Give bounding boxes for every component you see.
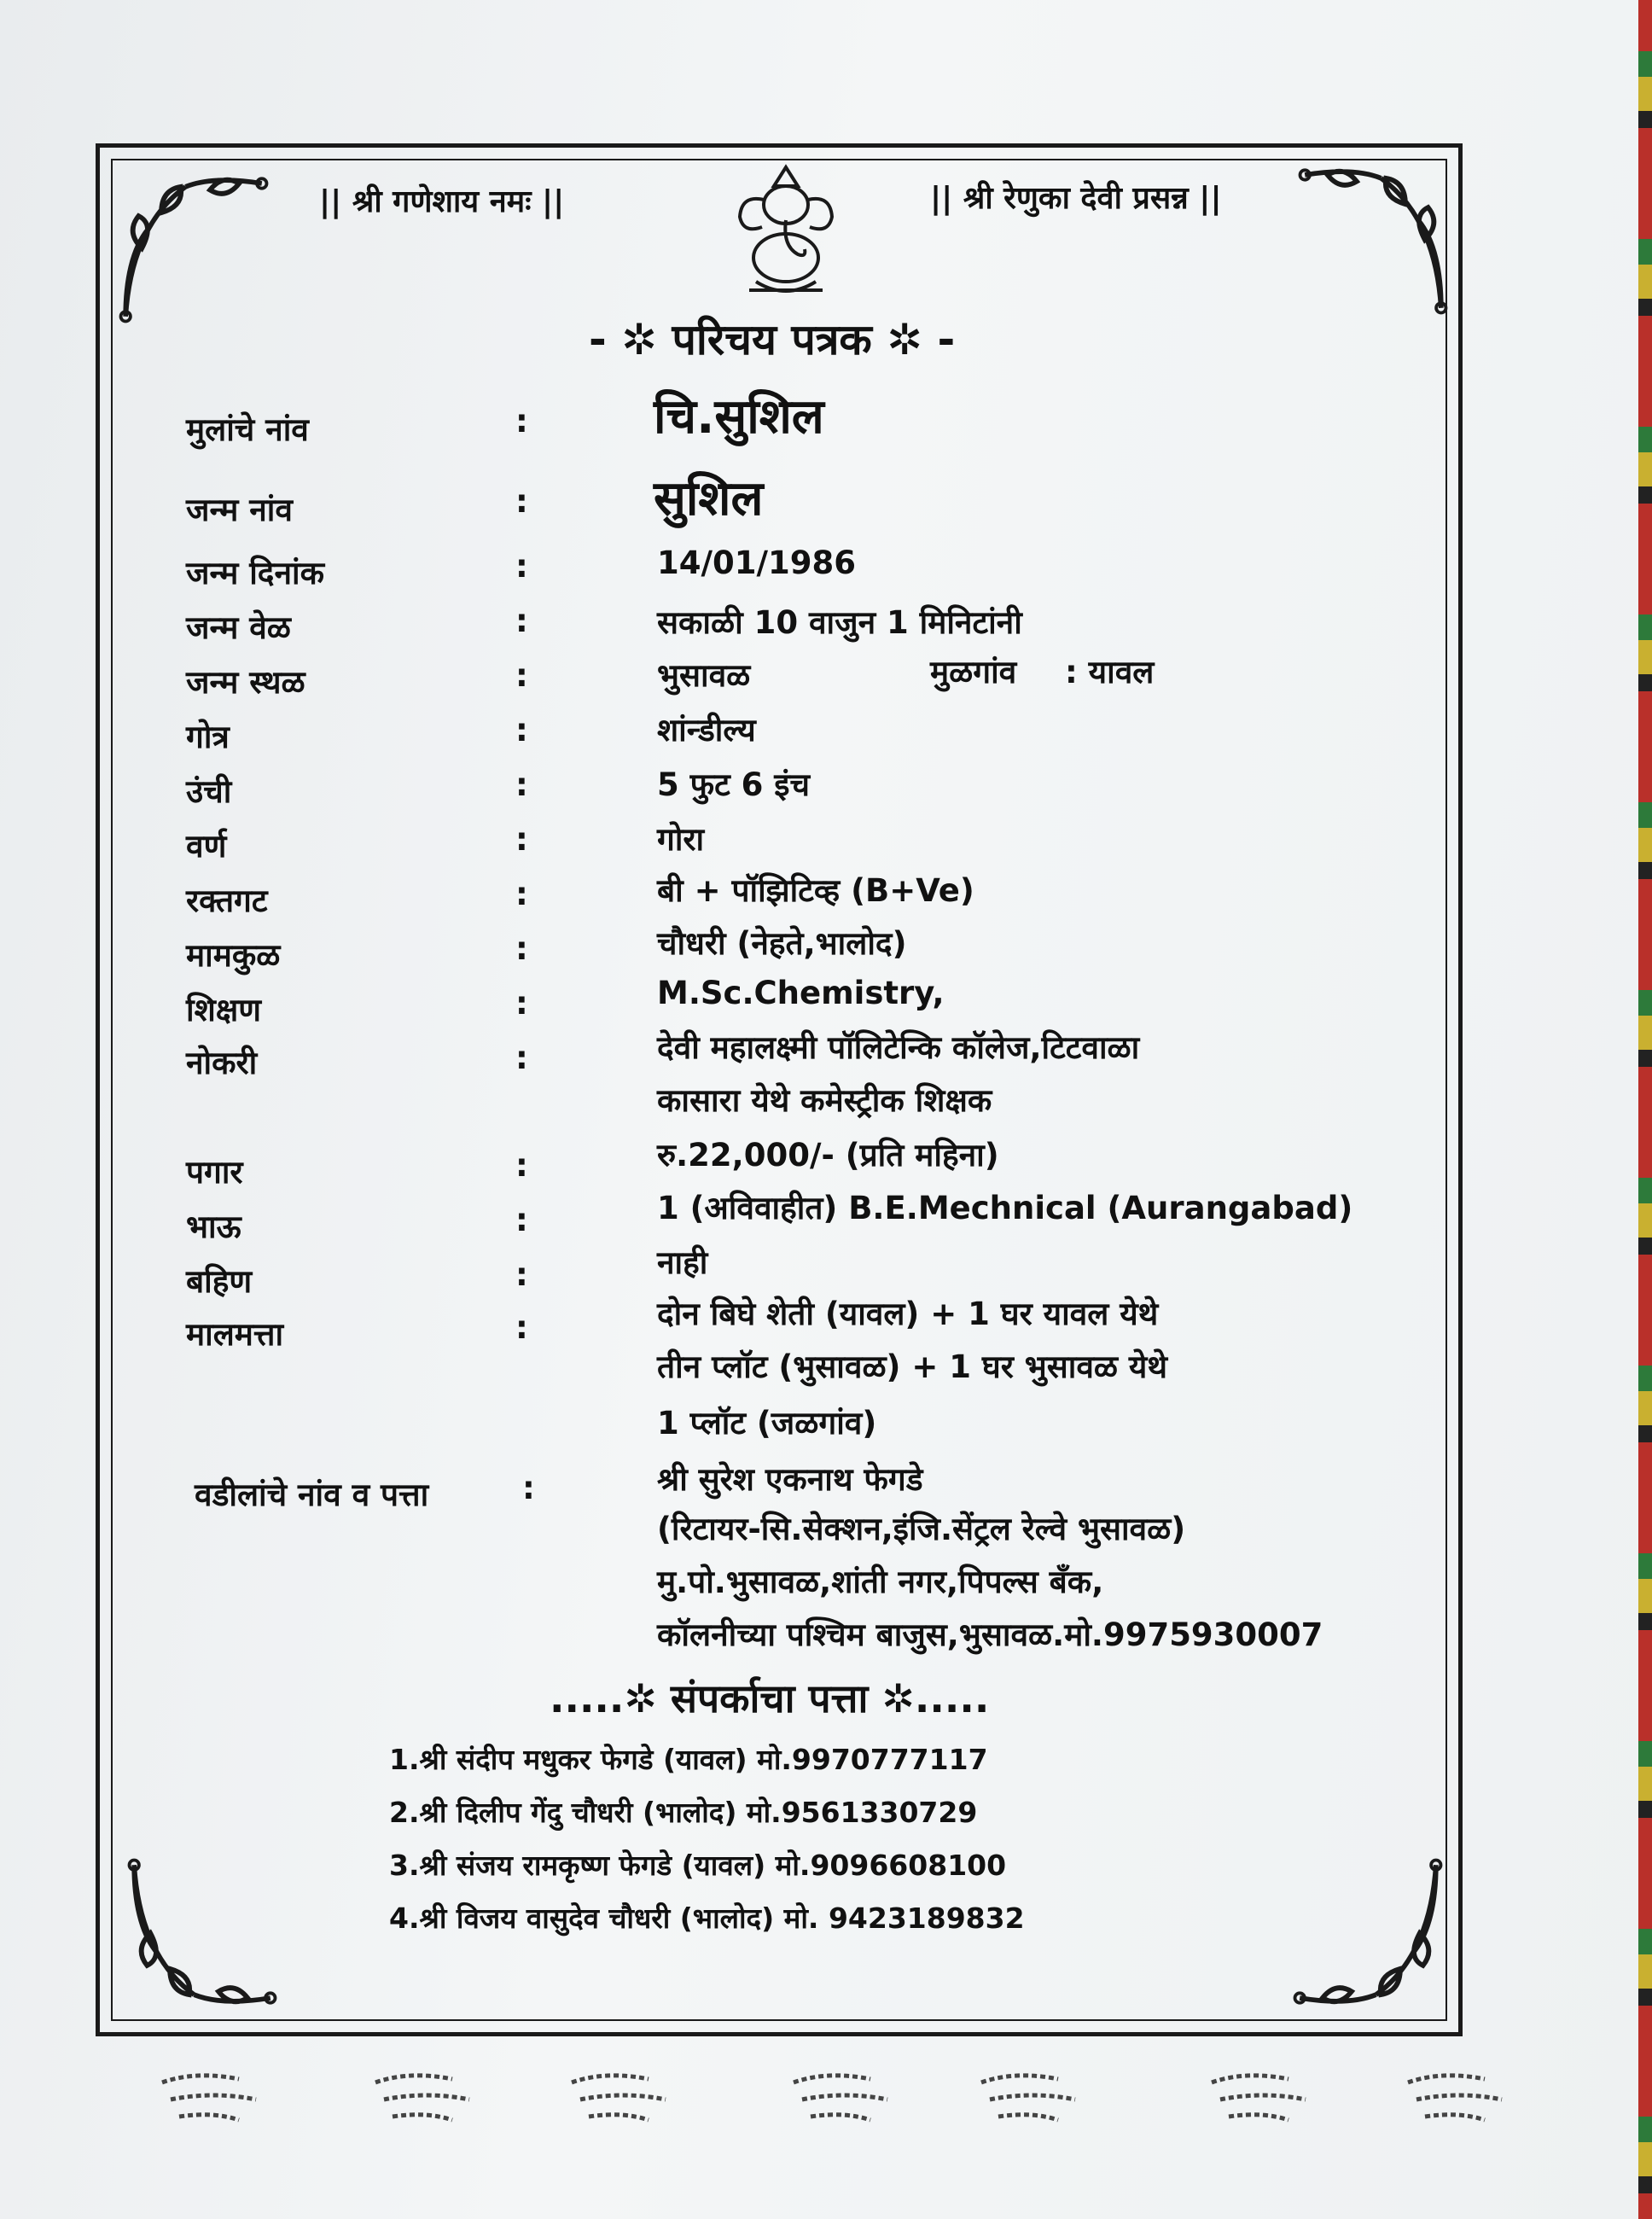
field-label: शिक्षण [186,992,262,1028]
contact-item: 3.श्री संजय रामकृष्ण फेगडे (यावल) मो.9096608100 [389,1849,1007,1882]
bleed-through-mark [973,2057,1092,2142]
field-label: पगार [186,1154,243,1191]
bleed-through-mark [1203,2057,1323,2142]
native-place-value: : यावल [1065,654,1155,690]
left-invocation: || श्री गणेशाय नमः || [319,184,565,219]
field-value: (रिटायर-सि.सेक्शन,इंजि.सेंट्रल रेल्वे भुसावळ) [657,1511,1186,1547]
field-label: रक्तगट [186,882,268,919]
field-value: 14/01/1986 [657,545,856,581]
native-place-label: मुळगांव [930,654,1017,690]
field-value: शांन्डील्य [657,712,756,748]
bleed-through-mark [154,2057,273,2142]
field-value: चौधरी (नेहते,भालोद) [657,925,907,962]
contact-item: 2.श्री दिलीप गेंदु चौधरी (भालोद) मो.9561330729 [389,1796,978,1829]
field-label: गोत्र [186,719,230,755]
field-value: M.Sc.Chemistry, [657,975,945,1011]
corner-flourish-icon [1287,1852,1449,2014]
right-invocation: || श्री रेणुका देवी प्रसन्न || [930,181,1222,216]
field-label: बहिण [186,1263,253,1300]
field-separator: : [515,985,528,1022]
field-value: कासारा येथे कमेस्ट्रीक शिक्षक [657,1082,992,1119]
field-label: मुलांचे नांव [186,411,309,448]
field-value: 1 प्लॉट (जळगांव) [657,1405,877,1441]
corner-flourish-icon [121,1852,283,2014]
field-separator: : [522,1470,535,1506]
field-label: जन्म स्थळ [186,664,305,701]
field-value: भुसावळ [657,657,751,694]
field-separator: : [515,657,528,694]
field-separator: : [515,483,528,520]
field-separator: : [515,1147,528,1184]
field-label: नोकरी [186,1045,258,1081]
field-separator: : [515,712,528,748]
field-value: देवी महालक्ष्मी पॉलिटेन्कि कॉलेज,टिटवाळा [657,1029,1140,1066]
field-value: दोन बिघे शेती (यावल) + 1 घर यावल येथे [657,1296,1159,1332]
field-separator: : [515,1256,528,1293]
field-label: वर्ण [186,828,227,865]
field-separator: : [515,1309,528,1346]
page-title: - ✲ परिचय पत्रक ✲ - [589,315,956,364]
bleed-through-mark [785,2057,905,2142]
contacts-heading: .....✲ संपर्काचा पत्ता ✲..... [550,1675,990,1721]
field-label: जन्म नांव [186,492,293,528]
field-separator: : [515,766,528,803]
field-label: मालमत्ता [186,1316,284,1353]
field-label: मामकुळ [186,937,281,974]
field-label: जन्म वेळ [186,609,291,646]
field-value: तीन प्लॉट (भुसावळ) + 1 घर भुसावळ येथे [657,1348,1168,1385]
bleed-through-mark [367,2057,486,2142]
field-value: श्री सुरेश एकनाथ फेगडे [657,1461,923,1498]
field-value: 5 फुट 6 इंच [657,766,810,803]
field-label: भाऊ [186,1209,241,1245]
field-separator: : [515,403,528,440]
field-value: मु.पो.भुसावळ,शांती नगर,पिपल्स बँक, [657,1564,1104,1600]
field-value: सकाळी 10 वाजुन 1 मिनिटांनी [657,604,1022,641]
field-value: रु.22,000/- (प्रति महिना) [657,1137,999,1174]
contact-item: 4.श्री विजय वासुदेव चौधरी (भालोद) मो. 9423189832 [389,1902,1025,1935]
field-separator: : [515,548,528,585]
field-label: जन्म दिनांक [186,555,324,591]
field-label: वडीलांचे नांव व पत्ता [195,1476,429,1513]
bleed-through-mark [1399,2057,1519,2142]
field-separator: : [515,821,528,858]
contact-item: 1.श्री संदीप मधुकर फेगडे (यावल) मो.9970777117 [389,1743,988,1776]
field-label: उंची [186,773,232,810]
ganesha-icon [730,162,841,299]
field-separator: : [515,1040,528,1076]
field-separator: : [515,930,528,967]
field-value: कॉलनीच्या पश्चिम बाजुस,भुसावळ.मो.9975930007 [657,1616,1323,1653]
field-value: बी + पॉझिटिव्ह (B+Ve) [657,872,974,909]
field-value: चि.सुशिल [654,389,824,445]
field-value: नाही [657,1244,708,1281]
bleed-through-mark [563,2057,683,2142]
field-value: गोरा [657,821,705,858]
field-value: सुशिल [654,471,764,527]
field-value: 1 (अविवाहीत) B.E.Mechnical (Aurangabad) [657,1190,1353,1226]
corner-flourish-icon [113,167,275,329]
field-separator: : [515,603,528,639]
corner-flourish-icon [1292,159,1454,321]
field-separator: : [515,1202,528,1238]
field-separator: : [515,876,528,912]
